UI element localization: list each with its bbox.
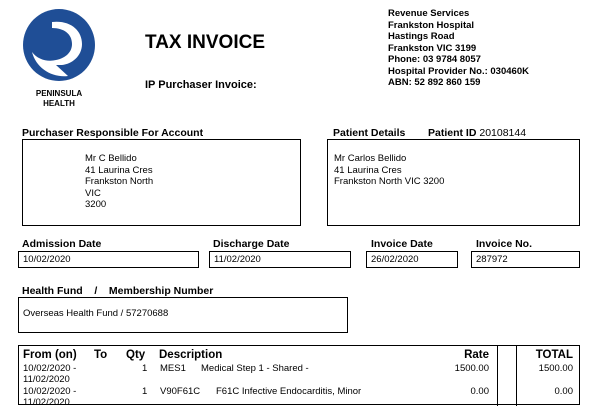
org-line: Hospital Provider No.: 030460K — [388, 65, 529, 77]
logo-line-2: HEALTH — [43, 98, 75, 108]
organization-details — [388, 8, 529, 89]
health-fund-box — [18, 297, 348, 333]
discharge-date-value: 11/02/2020 — [214, 254, 261, 265]
column-divider — [516, 346, 517, 406]
invoice-date-value: 26/02/2020 — [371, 254, 419, 265]
logo-line-1: PENINSULA — [35, 89, 83, 98]
invoice-date-label: Invoice Date — [371, 238, 433, 250]
header-qty: Qty — [126, 349, 146, 361]
health-fund-label: Health Fund / Membership Number — [22, 285, 214, 297]
patient-address — [334, 153, 444, 188]
invoice-number-value: 287972 — [476, 254, 508, 265]
purchaser-box — [22, 139, 301, 226]
row-2-qty: 1 — [142, 386, 148, 397]
row-2-to: 11/02/2020 — [23, 397, 70, 408]
invoice-date-box — [366, 251, 458, 268]
row-1-to: 11/02/2020 — [23, 374, 70, 385]
column-divider — [497, 346, 498, 406]
invoice-type-label: IP Purchaser Invoice: — [145, 79, 257, 91]
row-2-code: V90F61C — [160, 386, 201, 397]
invoice-number-label: Invoice No. — [476, 238, 533, 250]
row-1-total: 1500.00 — [538, 363, 573, 374]
admission-date-label: Admission Date — [22, 238, 102, 250]
admission-date-value: 10/02/2020 — [23, 254, 71, 265]
org-line: Revenue Services — [388, 8, 470, 19]
row-2-description: F61C Infective Endocarditis, Minor — [216, 386, 362, 397]
address-line: 41 Laurina Cres — [334, 164, 402, 176]
patient-id-label — [428, 127, 526, 139]
health-fund-value: Overseas Health Fund / 57270688 — [23, 308, 169, 319]
logo-text — [22, 89, 96, 108]
org-line: Frankston VIC 3199 — [388, 42, 477, 54]
org-line: Frankston Hospital — [388, 19, 475, 31]
address-line: 3200 — [85, 199, 107, 210]
address-line: Frankston North — [85, 176, 154, 187]
patient-id-value: 20108144 — [479, 127, 527, 139]
row-1-rate: 1500.00 — [454, 363, 489, 374]
admission-date-box — [18, 251, 199, 268]
patient-id-title: Patient ID — [428, 127, 477, 139]
purchaser-address — [85, 153, 153, 211]
row-1-from: 10/02/2020 - — [23, 363, 77, 374]
header-to: To — [94, 349, 108, 361]
address-line: Mr C Bellido — [85, 153, 137, 164]
patient-box — [327, 139, 580, 226]
org-line: ABN: 52 892 860 159 — [388, 77, 481, 88]
row-2-from: 10/02/2020 - — [23, 386, 77, 397]
patient-details-label: Patient Details — [333, 127, 406, 139]
row-1-description: Medical Step 1 - Shared - — [201, 363, 309, 374]
header-from: From (on) — [23, 349, 77, 361]
invoice-items-table — [18, 345, 580, 408]
row-2-rate: 0.00 — [470, 386, 489, 397]
org-line: Phone: 03 9784 8057 — [388, 54, 481, 65]
header-description: Description — [159, 349, 223, 361]
header-rate: Rate — [464, 349, 489, 361]
peninsula-health-logo-icon — [22, 8, 96, 82]
address-line: Frankston North VIC 3200 — [334, 176, 445, 187]
row-1-qty: 1 — [142, 363, 148, 374]
row-2-total: 0.00 — [554, 386, 573, 397]
discharge-date-box — [209, 251, 351, 268]
discharge-date-label: Discharge Date — [213, 238, 290, 250]
purchaser-label: Purchaser Responsible For Account — [22, 127, 204, 139]
address-line: Mr Carlos Bellido — [334, 153, 407, 164]
invoice-number-box — [471, 251, 580, 268]
document-title: TAX INVOICE — [145, 32, 265, 53]
row-1-code: MES1 — [160, 363, 186, 374]
org-line: Hastings Road — [388, 31, 455, 42]
header-total: TOTAL — [535, 349, 573, 361]
address-line: VIC — [85, 187, 101, 199]
address-line: 41 Laurina Cres — [85, 164, 153, 176]
